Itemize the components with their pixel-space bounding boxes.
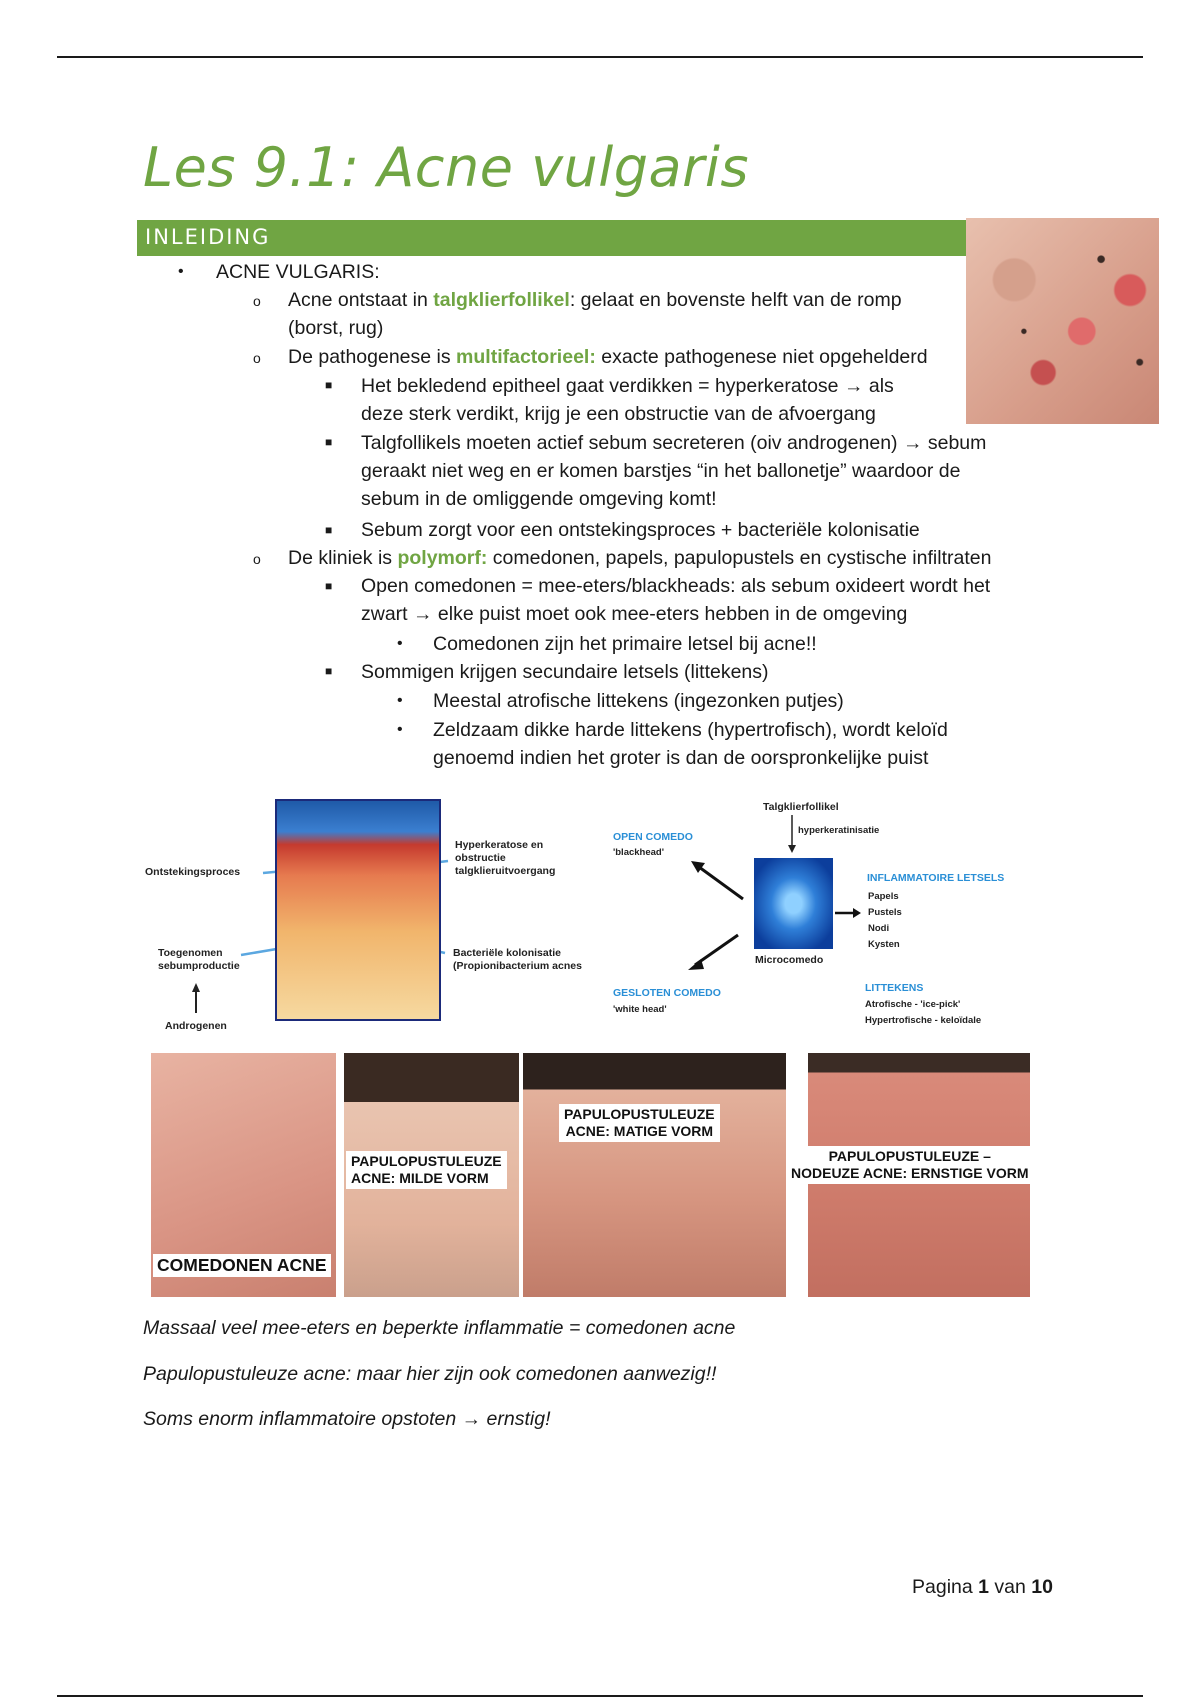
label-hyperkeratinisatie: hyperkeratinisatie xyxy=(798,825,880,836)
label-kysten: Kysten xyxy=(868,939,900,950)
outline-item-2: De pathogenese is multifactorieel: exacte pathogenese niet opgehelderd xyxy=(288,346,928,368)
photo-comedonen xyxy=(151,1053,336,1297)
outline-item-3-sub2-b-cont: genoemd indien het groter is dan de oorspronkelijke puist xyxy=(433,747,929,769)
bullet-square: ■ xyxy=(325,523,333,537)
label-blackhead: 'blackhead' xyxy=(613,847,664,858)
label-toegenomen-1: Toegenomen xyxy=(158,947,223,959)
caption-comedonen: Massaal veel mee-eters en beperkte inflammatie = comedonen acne xyxy=(143,1317,736,1339)
outline-item-3-sub2-a: Meestal atrofische littekens (ingezonken putjes) xyxy=(433,690,844,712)
bullet-square: ■ xyxy=(325,579,333,593)
label-whitehead: 'white head' xyxy=(613,1004,667,1015)
outline-item-3-sub1-sub: Comedonen zijn het primaire letsel bij acne!! xyxy=(433,633,817,655)
outline-item-3-sub1: Open comedonen = mee-eters/blackheads: als sebum oxideert wordt het xyxy=(361,575,991,597)
label-ontstekingsproces: Ontstekingsproces xyxy=(145,866,241,878)
label-inflammatoire: INFLAMMATOIRE LETSELS xyxy=(867,872,1005,884)
outline-item-2-sub2-cont2: sebum in de omliggende omgeving komt! xyxy=(361,488,717,510)
bullet-dot: • xyxy=(397,692,403,709)
outline-heading: ACNE VULGARIS: xyxy=(216,261,380,283)
label-hyperkeratose-3: talgklieruitvoergang xyxy=(455,865,556,877)
acne-closeup-photo xyxy=(966,218,1159,424)
bullet-square: ■ xyxy=(325,378,333,392)
label-papels: Papels xyxy=(868,891,899,902)
arrow-open-comedo xyxy=(699,867,743,899)
label-pustels: Pustels xyxy=(868,907,902,918)
page-title: Les 9.1: Acne vulgaris xyxy=(143,136,749,199)
label-toegenomen-2: sebumproductie xyxy=(158,960,240,972)
footer-rule xyxy=(57,1695,1143,1697)
outline-item-2-sub1-cont: deze sterk verdikt, krijg je een obstructie van de afvoergang xyxy=(361,403,876,425)
arrow-gesloten-comedo xyxy=(695,935,738,965)
outline-item-2-sub1: Het bekledend epitheel gaat verdikken = hyperkeratose → als xyxy=(361,375,894,397)
label-androgenen: Androgenen xyxy=(165,1020,227,1032)
bullet-dot: • xyxy=(178,263,184,280)
photo-mild xyxy=(344,1053,519,1297)
page-number: Pagina 1 van 10 xyxy=(912,1576,1053,1598)
label-littekens: LITTEKENS xyxy=(865,982,924,994)
outline-item-2-sub2: Talgfollikels moeten actief sebum secreteren (oiv androgenen) → sebum xyxy=(361,432,987,454)
label-gesloten-comedo: GESLOTEN COMEDO xyxy=(613,987,721,999)
bullet-circle: o xyxy=(253,293,261,309)
section-header xyxy=(137,220,966,256)
header-rule xyxy=(57,56,1143,58)
label-open-comedo: OPEN COMEDO xyxy=(613,831,693,843)
label-microcomedo: Microcomedo xyxy=(755,954,824,966)
caption-papulopustuleus: Papulopustuleuze acne: maar hier zijn ook comedonen aanwezig!! xyxy=(143,1363,717,1385)
pathogenesis-diagram xyxy=(143,795,1043,1035)
photo-label-matig: PAPULOPUSTULEUZE ACNE: MATIGE VORM xyxy=(559,1104,720,1142)
photo-ernstig xyxy=(791,1053,1030,1297)
photo-matig xyxy=(523,1053,786,1297)
photo-label-mild: PAPULOPUSTULEUZE ACNE: MILDE VORM xyxy=(346,1151,507,1189)
photo-label-comedonen: COMEDONEN ACNE xyxy=(153,1254,331,1277)
outline-item-3-sub1-cont: zwart → elke puist moet ook mee-eters hebben in de omgeving xyxy=(361,603,908,625)
label-hypertrofische: Hypertrofische - keloïdale xyxy=(865,1015,982,1026)
bullet-circle: o xyxy=(253,551,261,567)
label-talgklierfollikel: Talgklierfollikel xyxy=(763,801,839,813)
follicle-illustration xyxy=(275,799,441,1021)
label-hyperkeratose-2: obstructie xyxy=(455,852,506,864)
outline-item-3-sub2: Sommigen krijgen secundaire letsels (littekens) xyxy=(361,661,769,683)
label-bacterie-2: (Propionibacterium acnes xyxy=(453,960,582,972)
section-title: INLEIDING xyxy=(145,225,271,249)
microcomedo-image xyxy=(754,858,833,949)
caption-ernstig: Soms enorm inflammatoire opstoten → ernstig! xyxy=(143,1408,551,1430)
bullet-dot: • xyxy=(397,635,403,652)
label-nodi: Nodi xyxy=(868,923,890,934)
bullet-dot: • xyxy=(397,721,403,738)
outline-item-3: De kliniek is polymorf: comedonen, papels, papulopustels en cystische infiltraten xyxy=(288,547,992,569)
outline-item-1: Acne ontstaat in talgklierfollikel: gelaat en bovenste helft van de romp xyxy=(288,289,902,311)
bullet-square: ■ xyxy=(325,435,333,449)
label-atrofische: Atrofische - 'ice-pick' xyxy=(865,999,961,1010)
bullet-square: ■ xyxy=(325,664,333,678)
outline-item-2-sub3: Sebum zorgt voor een ontstekingsproces + bacteriële kolonisatie xyxy=(361,519,920,541)
outline-item-1-cont: (borst, rug) xyxy=(288,317,384,339)
bullet-circle: o xyxy=(253,350,261,366)
label-bacterie-1: Bacteriële kolonisatie xyxy=(453,947,561,959)
outline-item-3-sub2-b: Zeldzaam dikke harde littekens (hypertrofisch), wordt keloïd xyxy=(433,719,948,741)
photo-label-ernstig: PAPULOPUSTULEUZE – NODEUZE ACNE: ERNSTIGE VORM xyxy=(786,1146,1034,1184)
label-hyperkeratose-1: Hyperkeratose en xyxy=(455,839,544,851)
outline-item-2-sub2-cont: geraakt niet weg en er komen barstjes “in het ballonetje” waardoor de xyxy=(361,460,961,482)
